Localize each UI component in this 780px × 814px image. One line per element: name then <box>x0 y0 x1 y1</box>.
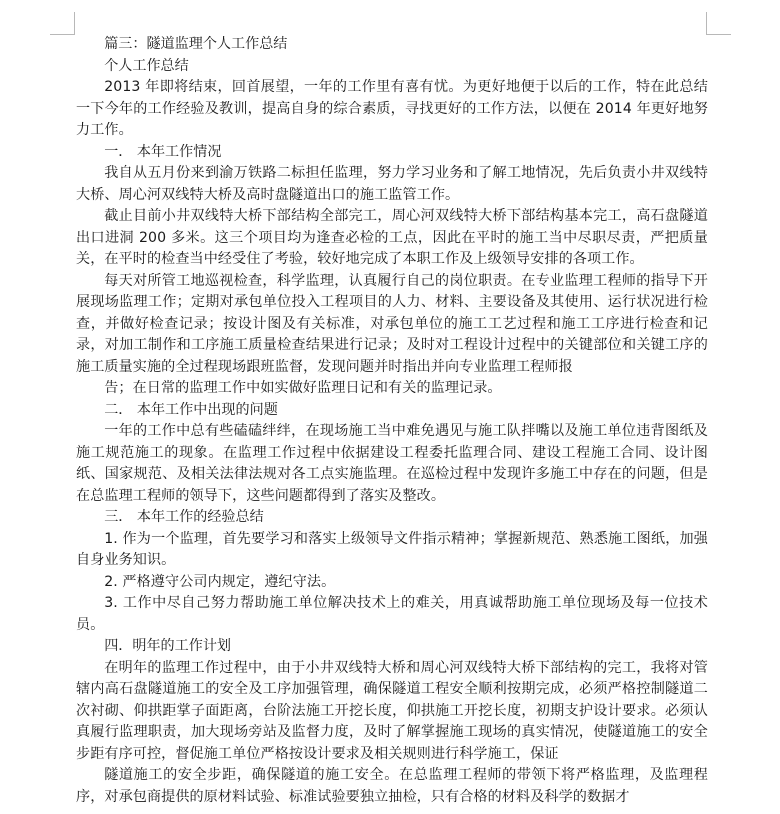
paragraph: 1. 作为一个监理，首先要学习和落实上级领导文件指示精神；掌握新规范、熟悉施工图纸，加强自身业务知识。 <box>76 530 708 568</box>
paragraph: 2. 严格遵守公司内规定，遵纪守法。 <box>104 573 336 590</box>
paragraph: 2013 年即将结束，回首展望，一年的工作里有喜有忧。为更好地便于以后的工作，特在此总结一下今年的工作经验及教训，提高自身的综合素质，寻找更好的工作方法，以便在 2014 年更好地努力工作。 <box>76 79 708 138</box>
paragraph: 隧道施工的安全步距，确保隧道的施工安全。在总监理工程师的带领下将严格监理，及监理程序，对承包商提供的原材料试验、标准试验要独立抽检，只有合格的材料及科学的数据才 <box>76 767 708 805</box>
paragraph-list <box>76 77 708 808</box>
page-corner-mark-top-right <box>706 12 731 35</box>
paragraph: 截止目前小井双线特大桥下部结构全部完工，周心河双线特大桥下部结构基本完工，高石盘隧道出口进洞 200 多米。这三个项目均为逢查必检的工点，因此在平时的施工当中尽职尽责，严把质量关，在平时的检查当中经受住了考验，较好地完成了本职工作及上级领导安排的各项工作。 <box>76 208 708 267</box>
paragraph: 一年的工作中总有些磕磕绊绊，在现场施工当中难免遇见与施工队拌嘴以及施工单位违背图纸及施工规范施工的现象。在监理工作过程中依据建设工程委托监理合同、建设工程施工合同、设计图纸、国家规范、及相关法律法规对各工点实施监理。在巡检过程中发现许多施工中存在的问题，但是在总监理工程师的领导下，这些问题都得到了落实及整改。 <box>76 423 708 504</box>
paragraph: 在明年的监理工作过程中，由于小井双线特大桥和周心河双线特大桥下部结构的完工，我将对管辖内高石盘隧道施工的安全及工序加强管理，确保隧道工程安全顺利按期完成，必须严格控制隧道二次衬砌、仰拱距掌子面距离，台阶法施工开挖长度，仰拱施工开挖长度，初期支护设计要求。必须认真履行监理职责，加大现场旁站及监督力度，及时了解掌握施工现场的真实情况，使隧道施工的安全步距有序可控，督促施工单位严格按设计要求及相关规则进行科学施工，保证 <box>76 659 708 762</box>
document-title: 篇三：隧道监理个人工作总结 <box>104 36 288 52</box>
page-corner-mark-top-left <box>50 12 75 35</box>
section-heading: 二． 本年工作中出现的问题 <box>104 401 278 418</box>
paragraph: 我自从五月份来到渝万铁路二标担任监理，努力学习业务和了解工地情况，先后负责小井双线特大桥、周心河双线特大桥及高时盘隧道出口的施工监管工作。 <box>76 165 708 203</box>
paragraph: 每天对所管工地巡视检查，科学监理，认真履行自己的岗位职责。在专业监理工程师的指导下开展现场监理工作；定期对承包单位投入工程项目的人力、材料、主要设备及其使用、运行状况进行检查，并做好检查记录；按设计图及有关标准，对承包单位的施工工艺过程和施工工序进行检查和记录，对加工制作和工序施工质量检查结果进行记录；及时对工程设计过程中的关键部位和关键工序的施工质量实施的全过程现场跟班监督，发现问题并时指出并向专业监理工程师报 <box>76 272 708 375</box>
section-heading: 三． 本年工作的经验总结 <box>104 509 264 525</box>
document-body <box>76 34 708 808</box>
section-heading: 四．明年的工作计划 <box>104 638 232 654</box>
paragraph: 告；在日常的监理工作中如实做好监理日记和有关的监理记录。 <box>104 380 502 396</box>
paragraph: 3. 工作中尽自己努力帮助施工单位解决技术上的难关，用真诚帮助施工单位现场及每一位技术员。 <box>76 595 708 633</box>
section-heading: 一． 本年工作情况 <box>104 143 222 160</box>
document-subtitle: 个人工作总结 <box>104 57 189 74</box>
